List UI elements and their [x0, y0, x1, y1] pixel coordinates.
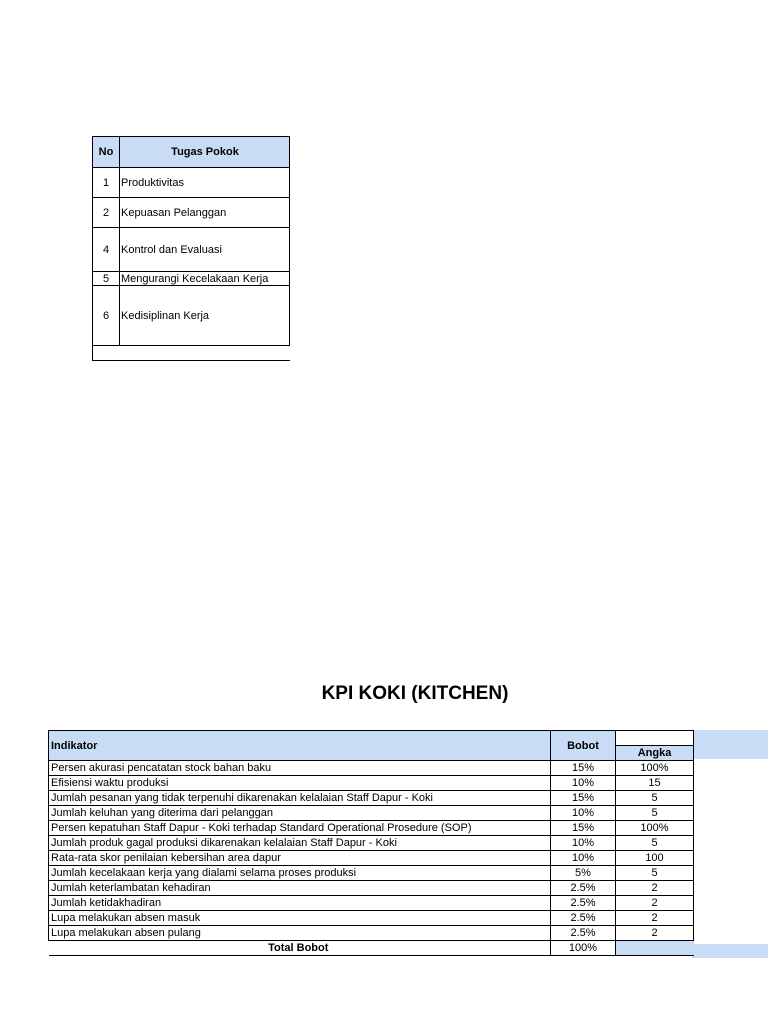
tugas-header-row	[93, 137, 290, 168]
table-row	[49, 821, 694, 836]
table-row	[49, 836, 694, 851]
kpi-title: KPI KOKI (KITCHEN)	[321, 683, 509, 704]
table-row	[49, 926, 694, 941]
header-no: No	[93, 137, 120, 168]
total-bobot: 100%	[551, 941, 616, 956]
table-row	[49, 791, 694, 806]
cell-angka: 2	[616, 911, 694, 926]
cell-indikator: Jumlah ketidakhadiran	[49, 896, 551, 911]
cell-indikator: Efisiensi waktu produksi	[49, 776, 551, 791]
kpi-table	[48, 730, 694, 956]
total-row	[49, 941, 694, 956]
header-angka-blank	[616, 731, 694, 746]
row-task: Produktivitas	[120, 168, 290, 198]
cell-bobot: 10%	[551, 836, 616, 851]
cell-indikator: Lupa melakukan absen masuk	[49, 911, 551, 926]
cell-bobot: 2.5%	[551, 926, 616, 941]
row-no: 6	[93, 286, 120, 346]
header-bobot: Bobot	[551, 731, 616, 761]
table-row	[93, 198, 290, 228]
cell-angka: 5	[616, 791, 694, 806]
table-row	[49, 761, 694, 776]
cell-bobot: 2.5%	[551, 896, 616, 911]
cell-bobot: 10%	[551, 851, 616, 866]
cell-indikator: Jumlah pesanan yang tidak terpenuhi dikarenakan kelalaian Staff Dapur - Koki	[49, 791, 551, 806]
tugas-pokok-table	[92, 136, 290, 361]
cell-angka: 100%	[616, 821, 694, 836]
cell-angka: 100	[616, 851, 694, 866]
cell-angka: 5	[616, 836, 694, 851]
header-angka: Angka	[616, 746, 694, 761]
cell-angka: 2	[616, 896, 694, 911]
cell-bobot: 15%	[551, 791, 616, 806]
cell-bobot: 10%	[551, 776, 616, 791]
table-row	[93, 228, 290, 272]
empty-cell	[120, 346, 290, 361]
table-row	[93, 286, 290, 346]
row-task: Kontrol dan Evaluasi	[120, 228, 290, 272]
row-task: Mengurangi Kecelakaan Kerja	[120, 272, 290, 286]
header-tugas-pokok: Tugas Pokok	[120, 137, 290, 168]
cell-bobot: 15%	[551, 761, 616, 776]
cell-bobot: 15%	[551, 821, 616, 836]
kpi-header-row	[49, 731, 694, 746]
cell-bobot: 5%	[551, 866, 616, 881]
kpi-table-wrap	[48, 730, 694, 956]
cell-indikator: Rata-rata skor penilaian kebersihan area dapur	[49, 851, 551, 866]
row-no: 4	[93, 228, 120, 272]
table-row	[49, 806, 694, 821]
header-fill-extension	[692, 730, 768, 759]
empty-cell	[93, 346, 120, 361]
table-row	[49, 881, 694, 896]
row-no: 5	[93, 272, 120, 286]
cell-angka: 2	[616, 926, 694, 941]
row-task: Kepuasan Pelanggan	[120, 198, 290, 228]
table-row	[49, 911, 694, 926]
cell-angka: 100%	[616, 761, 694, 776]
table-row	[49, 866, 694, 881]
cell-angka: 15	[616, 776, 694, 791]
header-indikator: Indikator	[49, 731, 551, 761]
row-no: 1	[93, 168, 120, 198]
cell-angka: 2	[616, 881, 694, 896]
table-row	[93, 272, 290, 286]
cell-indikator: Jumlah produk gagal produksi dikarenakan kelalaian Staff Dapur - Koki	[49, 836, 551, 851]
table-row	[93, 168, 290, 198]
cell-bobot: 2.5%	[551, 881, 616, 896]
table-row-empty	[93, 346, 290, 361]
cell-indikator: Persen kepatuhan Staff Dapur - Koki terhadap Standard Operational Prosedure (SOP)	[49, 821, 551, 836]
cell-indikator: Jumlah kecelakaan kerja yang dialami selama proses produksi	[49, 866, 551, 881]
table-row	[49, 776, 694, 791]
table-row	[49, 851, 694, 866]
cell-indikator: Jumlah keluhan yang diterima dari pelanggan	[49, 806, 551, 821]
cell-indikator: Lupa melakukan absen pulang	[49, 926, 551, 941]
row-no: 2	[93, 198, 120, 228]
cell-bobot: 2.5%	[551, 911, 616, 926]
total-label: Total Bobot	[49, 941, 551, 956]
total-fill-extension	[692, 944, 768, 958]
table-row	[49, 896, 694, 911]
row-task: Kedisiplinan Kerja	[120, 286, 290, 346]
cell-bobot: 10%	[551, 806, 616, 821]
cell-angka: 5	[616, 806, 694, 821]
cell-indikator: Jumlah keterlambatan kehadiran	[49, 881, 551, 896]
cell-indikator: Persen akurasi pencatatan stock bahan baku	[49, 761, 551, 776]
cell-angka: 5	[616, 866, 694, 881]
total-angka	[616, 941, 694, 956]
